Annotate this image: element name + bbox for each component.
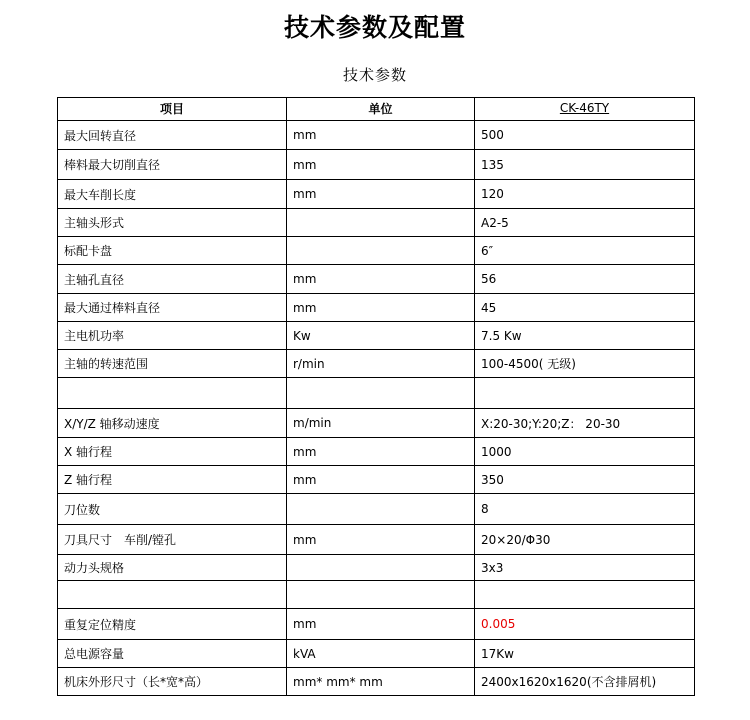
table-row <box>58 555 695 581</box>
cell-item: Z 轴行程 <box>58 466 287 494</box>
cell-value: 350 <box>475 466 695 494</box>
cell-item <box>58 581 287 609</box>
cell-value-highlight: 0.005 <box>475 609 695 640</box>
cell-unit: mm <box>287 609 475 640</box>
cell-item: 最大通过棒料直径 <box>58 294 287 322</box>
cell-unit: kVA <box>287 640 475 668</box>
spec-table <box>57 97 695 696</box>
cell-unit: mm <box>287 294 475 322</box>
cell-unit <box>287 581 475 609</box>
cell-value: X:20-30;Y:20;Z： 20-30 <box>475 409 695 438</box>
cell-item: X 轴行程 <box>58 438 287 466</box>
cell-unit: mm* mm* mm <box>287 668 475 696</box>
cell-unit: mm <box>287 121 475 150</box>
cell-item: 重复定位精度 <box>58 609 287 640</box>
cell-item: 棒料最大切削直径 <box>58 150 287 180</box>
header-item: 项目 <box>58 98 287 121</box>
cell-value: 8 <box>475 494 695 525</box>
cell-value: 20×20/Φ30 <box>475 525 695 555</box>
table-row <box>58 237 695 265</box>
cell-item: 刀位数 <box>58 494 287 525</box>
cell-item: 动力头规格 <box>58 555 287 581</box>
cell-value: 120 <box>475 180 695 209</box>
cell-item: 主电机功率 <box>58 322 287 350</box>
cell-value: 3x3 <box>475 555 695 581</box>
table-row <box>58 409 695 438</box>
cell-value: 56 <box>475 265 695 294</box>
cell-item: 机床外形尺寸（长*宽*高） <box>58 668 287 696</box>
cell-item: 主轴孔直径 <box>58 265 287 294</box>
cell-unit <box>287 378 475 409</box>
cell-item: 标配卡盘 <box>58 237 287 265</box>
cell-value: 45 <box>475 294 695 322</box>
cell-unit: mm <box>287 150 475 180</box>
table-row <box>58 438 695 466</box>
cell-item: 主轴头形式 <box>58 209 287 237</box>
table-row <box>58 150 695 180</box>
cell-value: 1000 <box>475 438 695 466</box>
cell-unit <box>287 209 475 237</box>
cell-item: 最大回转直径 <box>58 121 287 150</box>
cell-item: 总电源容量 <box>58 640 287 668</box>
table-row <box>58 322 695 350</box>
table-row <box>58 494 695 525</box>
cell-item <box>58 378 287 409</box>
table-row <box>58 294 695 322</box>
cell-value: 17Kw <box>475 640 695 668</box>
table-row-empty <box>58 581 695 609</box>
cell-unit <box>287 237 475 265</box>
table-row <box>58 209 695 237</box>
cell-unit <box>287 494 475 525</box>
table-row <box>58 180 695 209</box>
cell-unit: Kw <box>287 322 475 350</box>
cell-value <box>475 378 695 409</box>
header-unit: 单位 <box>287 98 475 121</box>
table-row <box>58 121 695 150</box>
page-title: 技术参数及配置 <box>283 13 466 42</box>
table-row <box>58 668 695 696</box>
cell-value: 2400x1620x1620(不含排屑机) <box>475 668 695 696</box>
cell-item: 刀具尺寸 车削/镗孔 <box>58 525 287 555</box>
cell-unit: mm <box>287 438 475 466</box>
cell-unit <box>287 555 475 581</box>
section-subtitle: 技术参数 <box>342 66 407 84</box>
table-row <box>58 640 695 668</box>
cell-value: 135 <box>475 150 695 180</box>
cell-unit: mm <box>287 466 475 494</box>
table-row-empty <box>58 378 695 409</box>
table-row <box>58 609 695 640</box>
cell-unit: m/min <box>287 409 475 438</box>
cell-unit: r/min <box>287 350 475 378</box>
cell-unit: mm <box>287 525 475 555</box>
header-model: CK-46TY <box>475 98 695 121</box>
cell-item: X/Y/Z 轴移动速度 <box>58 409 287 438</box>
table-header-row <box>58 98 695 121</box>
cell-value: A2-5 <box>475 209 695 237</box>
cell-value: 7.5 Kw <box>475 322 695 350</box>
table-row <box>58 265 695 294</box>
cell-value: 100-4500( 无级) <box>475 350 695 378</box>
table-row <box>58 466 695 494</box>
cell-value: 500 <box>475 121 695 150</box>
cell-value: 6″ <box>475 237 695 265</box>
cell-value <box>475 581 695 609</box>
table-row <box>58 525 695 555</box>
table-row <box>58 350 695 378</box>
cell-item: 主轴的转速范围 <box>58 350 287 378</box>
cell-unit: mm <box>287 265 475 294</box>
cell-item: 最大车削长度 <box>58 180 287 209</box>
cell-unit: mm <box>287 180 475 209</box>
